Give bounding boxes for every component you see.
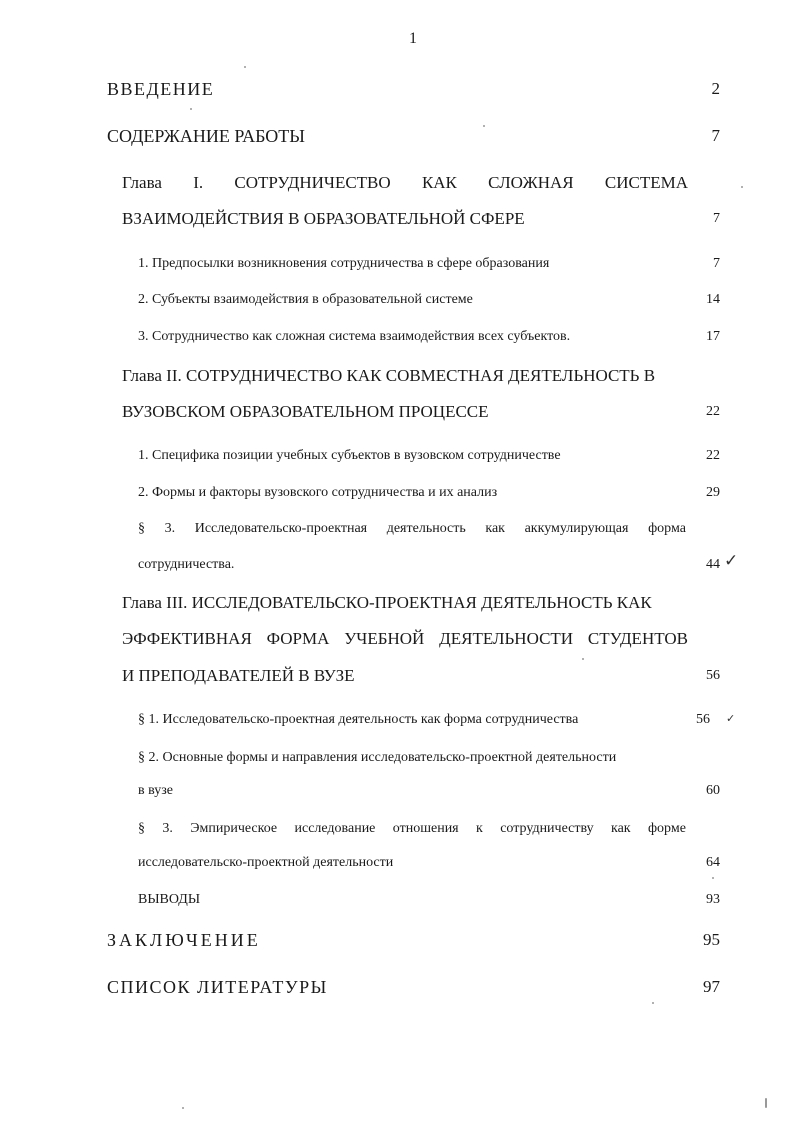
toc-ch3-section1-page: 56 [696,712,710,727]
toc-ch3-section3-line1[interactable] [138,821,686,837]
toc-ch2-section1-title[interactable]: 1. Специфика позиции учебных субъектов в вузовском сотрудничестве [138,448,561,463]
toc-chapter1-page: 7 [713,211,720,226]
toc-ch2-section3-word: § [138,521,145,536]
toc-ch3-section3-word: форме [647,821,686,836]
toc-ch1-section2-page: 14 [706,292,720,307]
checkmark-icon: ✓ [724,551,739,570]
toc-ch3-section1-title[interactable]: § 1. Исследовательско-проектная деятельность как форма сотрудничества [138,712,579,727]
toc-chapter2-heading-line1[interactable]: Глава II. СОТРУДНИЧЕСТВО КАК СОВМЕСТНАЯ ДЕЯТЕЛЬНОСТЬ В [122,366,656,385]
toc-intro-page: 2 [711,79,720,98]
toc-ch3-section3-word: 3. [162,821,173,836]
toc-ch3-section3-word: к [476,821,483,836]
toc-ch2-section1-page: 22 [706,448,720,463]
toc-chapter3-word: ЭФФЕКТИВНАЯ [122,629,252,648]
toc-ch3-section3-word: сотрудничеству [500,821,594,836]
toc-conclusion-page: 95 [703,930,720,949]
toc-ch2-section3-word: аккумулирующая [524,521,629,536]
toc-ch2-section3-line2[interactable]: сотрудничества. [138,557,235,572]
scan-speck [582,658,584,660]
toc-chapter1-heading-line1[interactable] [122,173,688,193]
toc-chapter2-heading-line2[interactable]: ВУЗОВСКОМ ОБРАЗОВАТЕЛЬНОМ ПРОЦЕССЕ [122,402,489,421]
toc-chapter1-word: Глава [122,173,162,192]
toc-ch1-section3-page: 17 [706,329,720,344]
toc-ch2-section3-word: 3. [164,521,176,536]
toc-ch2-section3-word: Исследовательско-проектная [194,521,368,536]
toc-chapter1-word: СИСТЕМА [604,173,688,192]
toc-chapter3-heading-line2[interactable] [122,629,688,649]
toc-chapter3-page: 56 [706,668,720,683]
scan-speck [483,125,485,127]
toc-ch3-section3-word: как [611,821,631,836]
toc-conclusion-title[interactable]: ЗАКЛЮЧЕНИЕ [107,930,261,950]
toc-ch1-section1-page: 7 [713,256,720,271]
scan-speck [765,1098,767,1108]
toc-ch2-section3-line1[interactable] [138,521,686,537]
scan-speck [712,877,714,879]
toc-chapter3-heading-line1[interactable]: Глава III. ИССЛЕДОВАТЕЛЬСКО-ПРОЕКТНАЯ ДЕЯТЕЛЬНОСТЬ КАК [122,593,652,612]
toc-ch1-section2-title[interactable]: 2. Субъекты взаимодействия в образовательной системе [138,292,473,307]
toc-chapter2-page: 22 [706,404,720,419]
toc-conclusions-title[interactable]: ВЫВОДЫ [138,892,201,907]
toc-ch3-section3-word: отношения [392,821,459,836]
toc-chapter1-word: СОТРУДНИЧЕСТВО [234,173,391,192]
toc-references-title[interactable]: СПИСОК ЛИТЕРАТУРЫ [107,977,328,997]
toc-ch3-section2-page: 60 [706,783,720,798]
toc-ch2-section2-title[interactable]: 2. Формы и факторы вузовского сотрудничества и их анализ [138,485,498,500]
toc-ch3-section2-line2[interactable]: в вузе [138,783,173,798]
toc-chapter3-word: ДЕЯТЕЛЬНОСТИ [439,629,574,648]
toc-chapter1-heading-line2[interactable]: ВЗАИМОДЕЙСТВИЯ В ОБРАЗОВАТЕЛЬНОЙ СФЕРЕ [122,209,525,228]
toc-intro-title[interactable]: ВВЕДЕНИЕ [107,79,215,99]
toc-ch1-section3-title[interactable]: 3. Сотрудничество как сложная система взаимодействия всех субъектов. [138,329,571,344]
checkmark-icon: ✓ [726,713,736,725]
toc-ch3-section3-line2[interactable]: исследовательско-проектной деятельности [138,855,394,870]
toc-ch2-section3-word: деятельность [386,521,466,536]
scan-speck [190,108,192,110]
toc-ch3-section3-word: § [138,821,145,836]
toc-ch2-section3-page: 44 [706,557,720,572]
toc-references-page: 97 [703,977,720,996]
toc-conclusions-page: 93 [706,892,720,907]
toc-chapter3-heading-line3[interactable]: И ПРЕПОДАВАТЕЛЕЙ В ВУЗЕ [122,666,355,685]
scan-speck [182,1107,184,1109]
page-number: 1 [409,30,417,47]
toc-content-title[interactable]: СОДЕРЖАНИЕ РАБОТЫ [107,126,305,146]
toc-content-page: 7 [711,126,720,145]
toc-chapter3-word: СТУДЕНТОВ [587,629,688,648]
toc-chapter3-word: УЧЕБНОЙ [344,629,425,648]
toc-chapter1-word: КАК [421,173,457,192]
toc-chapter3-word: ФОРМА [266,629,330,648]
toc-ch2-section2-page: 29 [706,485,720,500]
toc-ch3-section2-line1[interactable]: § 2. Основные формы и направления исследовательско-проектной деятельности [138,750,617,765]
toc-chapter1-word: I. [193,173,204,192]
toc-ch2-section3-word: как [485,521,505,536]
toc-chapter1-word: СЛОЖНАЯ [488,173,574,192]
scan-speck [652,1002,654,1004]
toc-ch3-section3-page: 64 [706,855,720,870]
scan-speck [741,186,743,188]
toc-ch1-section1-title[interactable]: 1. Предпосылки возникновения сотрудничества в сфере образования [138,256,550,271]
scan-speck [244,66,246,68]
toc-ch3-section3-word: Эмпирическое [190,821,278,836]
toc-ch3-section3-word: исследование [294,821,376,836]
toc-ch2-section3-word: форма [648,521,686,536]
